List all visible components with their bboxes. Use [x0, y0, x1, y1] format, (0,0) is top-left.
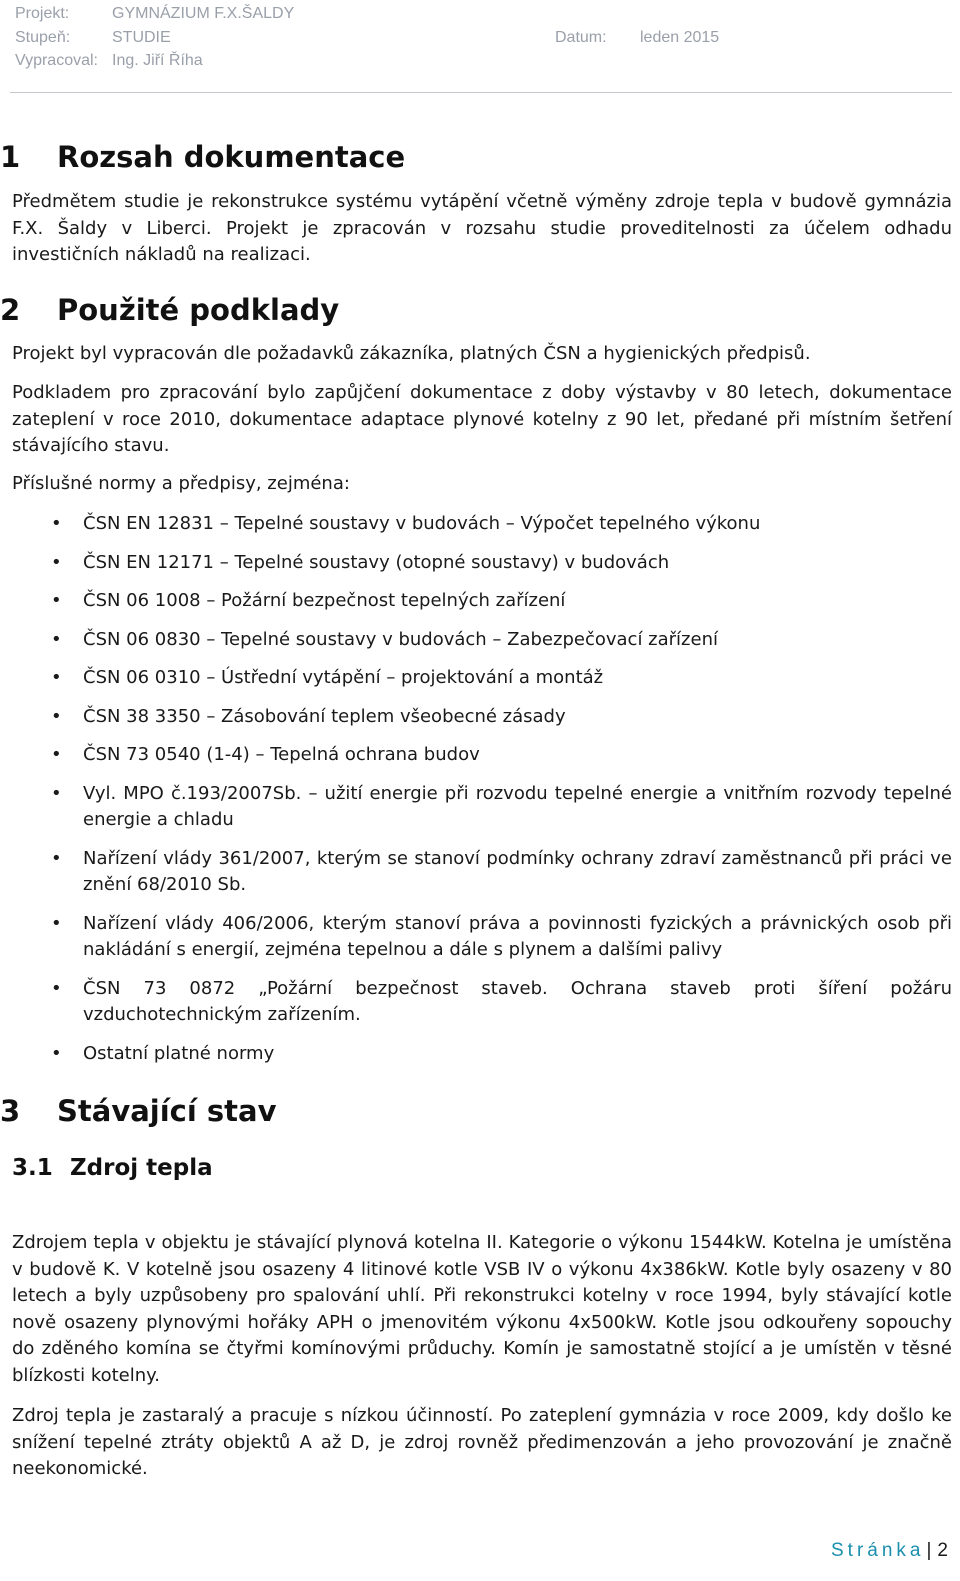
standard-text: Nařízení vlády 406/2006, kterým stanoví práva a povinnosti fyzických a právnických osob při nakládání s energií, zejména tepelnou a dále s plynem a dalšími palivy: [83, 912, 952, 960]
bullet-icon: •: [51, 513, 62, 534]
standards-list: [12, 511, 952, 1079]
standard-text: Ostatní platné normy: [83, 1042, 275, 1064]
section-1-title: Rozsah dokumentace: [57, 140, 406, 174]
standards-list-item: [12, 742, 952, 769]
section-3-title: Stávající stav: [57, 1094, 277, 1128]
standards-list-item: [12, 846, 952, 899]
header-project-row: [15, 5, 295, 23]
bullet-icon: •: [51, 551, 62, 573]
bullet-icon: •: [51, 744, 62, 765]
header-date-label: Datum:: [555, 29, 607, 46]
standards-list-item: [12, 911, 952, 964]
standards-list-item: [12, 1041, 952, 1068]
section-3-heading: [0, 1094, 277, 1128]
section-1-number: 1: [0, 140, 21, 174]
standard-text: ČSN EN 12831 – Tepelné soustavy v budovách – Výpočet tepelného výkonu: [83, 513, 761, 534]
header-date-value: leden 2015: [640, 29, 720, 46]
standard-text: ČSN 73 0872 „Požární bezpečnost staveb. Ochrana staveb proti šíření požáru vzduchotechnickým zařízením.: [83, 977, 952, 1025]
page-footer: [831, 1540, 948, 1562]
standards-list-item: [12, 550, 952, 577]
header-author-label: Vypracoval:: [15, 52, 98, 69]
section-3-1-paragraph-2: Zdroj tepla je zastaralý a pracuje s nízkou účinností. Po zateplení gymnázia v roce 2009, kdy došlo ke snížení tepelné ztráty objektů A až D, je zdroj rovněž předimenzován a jeho provozování je značně neekonomické.: [12, 1405, 952, 1479]
standard-text: ČSN 73 0540 (1-4) – Tepelná ochrana budov: [83, 744, 480, 765]
section-2-paragraph-2: Podkladem pro zpracování bylo zapůjčení dokumentace z doby výstavby v 80 letech, dokumentace zateplení v roce 2010, dokumentace adaptace plynové kotelny z 90 let, předané při místním šetření stávajícího stavu.: [12, 382, 952, 456]
section-3-1-paragraph-1: Zdrojem tepla v objektu je stávající plynová kotelna II. Kategorie o výkonu 1544kW. Kotelna je umístěna v budově K. V kotelně jsou osazeny 4 litinové kotle VSB IV o výkonu 4x386kW. Kotle byly osazeny v 80 letech a byly uzpůsobeny pro spalování uhlí. Při rekonstrukci kotelny v roce 1994, byly stávající kotle nově osazeny plynovými hořáky APH o jmenovitém výkonu 4x500kW. Kotle jsou odkouřeny sopouchy do zděného komína se čtyřmi komínovými průduchy. Komín je samostatně stojící a je umístěn v těsné blízkosti kotelny.: [12, 1232, 952, 1386]
standard-text: ČSN 38 3350 – Zásobování teplem všeobecné zásady: [83, 705, 566, 727]
footer-page-number: 2: [937, 1540, 948, 1561]
header-project-value: GYMNÁZIUM F.X.ŠALDY: [112, 5, 295, 22]
bullet-icon: •: [51, 667, 62, 688]
bullet-icon: •: [51, 705, 62, 727]
bullet-icon: •: [51, 628, 62, 650]
footer-page-word: Stránka: [831, 1540, 925, 1561]
standards-list-item: [12, 588, 952, 615]
standards-list-item: [12, 704, 952, 731]
standard-text: ČSN EN 12171 – Tepelné soustavy (otopné soustavy) v budovách: [83, 551, 670, 573]
standards-list-item: [12, 665, 952, 692]
section-1-paragraph: Předmětem studie je rekonstrukce systému vytápění včetně výměny zdroje tepla v budově gymnázia F.X. Šaldy v Liberci. Projekt je zpracován v rozsahu studie proveditelnosti za účelem odhadu investičních nákladů na realizaci.: [12, 191, 952, 265]
header-stage-row: [15, 29, 171, 47]
bullet-icon: •: [51, 1042, 62, 1064]
standards-list-item: [12, 976, 952, 1029]
header-project-label: Projekt:: [15, 5, 70, 22]
section-2-title: Použité podklady: [57, 293, 340, 327]
bullet-icon: •: [51, 912, 62, 934]
standard-text: ČSN 06 0310 – Ústřední vytápění – projektování a montáž: [83, 667, 604, 688]
section-2-number: 2: [0, 293, 21, 327]
section-3-number: 3: [0, 1094, 21, 1128]
section-2-paragraph-1: Projekt byl vypracován dle požadavků zákazníka, platných ČSN a hygienických předpisů.: [12, 343, 811, 364]
standards-list-item: [12, 627, 952, 654]
standards-list-item: [12, 781, 952, 834]
bullet-icon: •: [51, 847, 62, 869]
section-3-1-number: 3.1: [12, 1155, 53, 1181]
section-2-paragraph-3: Příslušné normy a předpisy, zejména:: [12, 473, 350, 494]
header-author-value: Ing. Jiří Říha: [112, 52, 203, 69]
standards-list-item: [12, 511, 952, 538]
header-author-row: [15, 52, 203, 70]
standard-text: Nařízení vlády 361/2007, kterým se stanoví podmínky ochrany zdraví zaměstnanců při práci ve znění 68/2010 Sb.: [83, 847, 952, 895]
section-3-1-heading: [12, 1155, 213, 1181]
standard-text: ČSN 06 1008 – Požární bezpečnost tepelných zařízení: [83, 590, 566, 611]
header-divider: [10, 92, 952, 93]
bullet-icon: •: [51, 590, 62, 611]
footer-separator: |: [926, 1540, 932, 1561]
standard-text: Vyl. MPO č.193/2007Sb. – užití energie při rozvodu tepelné energie a vnitřním rozvody tepelné energie a chladu: [83, 782, 952, 830]
section-3-1-title: Zdroj tepla: [70, 1155, 213, 1181]
header-stage-value: STUDIE: [112, 29, 171, 46]
header-stage-label: Stupeň:: [15, 29, 71, 46]
bullet-icon: •: [51, 782, 62, 804]
header-date-row: [555, 29, 720, 47]
section-1-heading: [0, 140, 405, 174]
bullet-icon: •: [51, 977, 62, 999]
standard-text: ČSN 06 0830 – Tepelné soustavy v budovách – Zabezpečovací zařízení: [83, 628, 718, 650]
section-2-heading: [0, 293, 339, 327]
